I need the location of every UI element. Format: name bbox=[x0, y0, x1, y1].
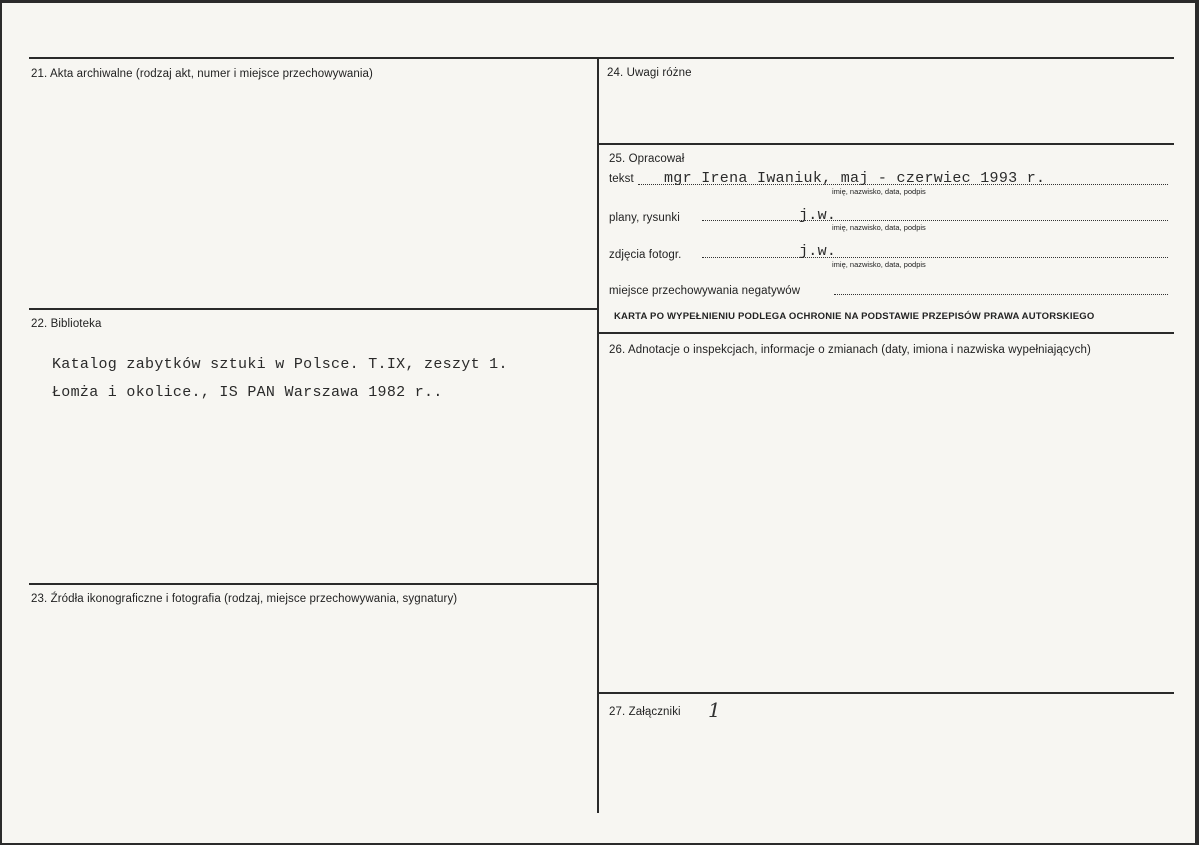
tekst-value: mgr Irena Iwaniuk, maj - czerwiec 1993 r. bbox=[664, 170, 1046, 187]
tekst-label: tekst bbox=[609, 173, 634, 185]
plany-caption: imię, nazwisko, data, podpis bbox=[832, 223, 926, 232]
record-card bbox=[2, 3, 1195, 843]
negatywy-label: miejsce przechowywania negatywów bbox=[609, 285, 801, 297]
section-27-label: 27. Załączniki bbox=[609, 706, 681, 718]
rule-26-27 bbox=[597, 692, 1174, 694]
section-23-label: 23. Źródła ikonograficzne i fotografia (rodzaj, miejsce przechowywania, sygnatury) bbox=[31, 593, 458, 605]
top-rule bbox=[29, 57, 1174, 59]
rule-24-25 bbox=[597, 143, 1174, 145]
zdjecia-label: zdjęcia fotogr. bbox=[609, 249, 682, 261]
copyright-notice: KARTA PO WYPEŁNIENIU PODLEGA OCHRONIE NA PODSTAWIE PRZEPISÓW PRAWA AUTORSKIEGO bbox=[614, 311, 1095, 322]
attachments-count: 1 bbox=[708, 698, 721, 722]
rule-21-22 bbox=[29, 308, 599, 310]
section-25-label: 25. Opracował bbox=[609, 153, 685, 165]
library-entry-line-2: Łomża i okolice., IS PAN Warszawa 1982 r.. bbox=[52, 384, 443, 401]
rule-25-26 bbox=[597, 332, 1174, 334]
library-entry-line-1: Katalog zabytków sztuki w Polsce. T.IX, zeszyt 1. bbox=[52, 356, 508, 373]
plany-label: plany, rysunki bbox=[609, 212, 680, 224]
zdjecia-caption: imię, nazwisko, data, podpis bbox=[832, 260, 926, 269]
plany-value: j.w. bbox=[799, 207, 837, 224]
section-22-label: 22. Biblioteka bbox=[31, 318, 102, 330]
negatywy-dotted-line bbox=[834, 294, 1168, 295]
section-24-label: 24. Uwagi różne bbox=[607, 67, 692, 79]
tekst-caption: imię, nazwisko, data, podpis bbox=[832, 187, 926, 196]
section-21-label: 21. Akta archiwalne (rodzaj akt, numer i miejsce przechowywania) bbox=[31, 68, 373, 80]
zdjecia-dotted-line bbox=[702, 257, 1168, 258]
section-26-label: 26. Adnotacje o inspekcjach, informacje o zmianach (daty, imiona i nazwiska wypełniających) bbox=[609, 344, 1091, 356]
plany-dotted-line bbox=[702, 220, 1168, 221]
rule-22-23 bbox=[29, 583, 599, 585]
zdjecia-value: j.w. bbox=[799, 243, 837, 260]
center-divider bbox=[597, 57, 599, 813]
